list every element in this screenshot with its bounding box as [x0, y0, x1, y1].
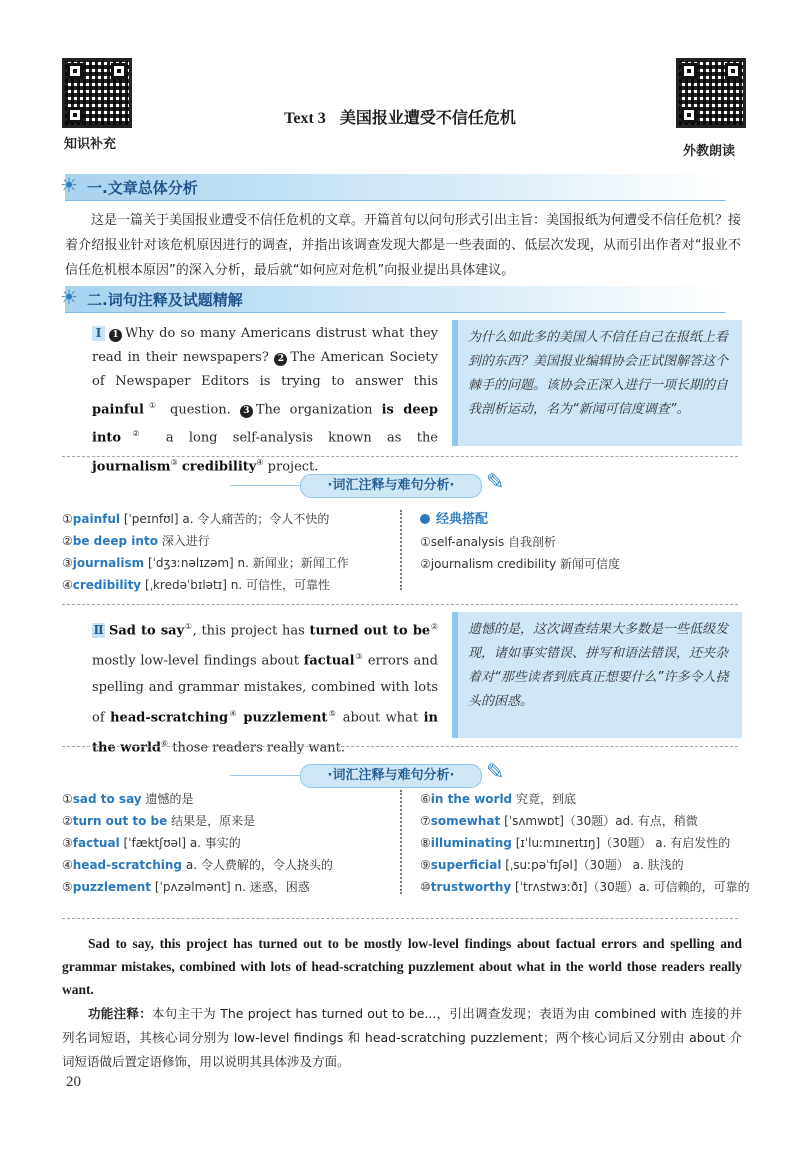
pen-icon: ✎: [486, 470, 505, 495]
vocab-word: sad to say: [72, 792, 142, 806]
vocab-banner-1: ·词汇注释与难句分析·: [300, 474, 482, 498]
annotation-ref: ①: [143, 401, 161, 410]
vocab-def: [ˈtrʌstwɜːðɪ]（30题）a. 可信赖的，可靠的: [515, 880, 750, 894]
analysis-sentence: Sad to say, this project has turned out to be mostly low-level findings about factual errors and spelling and grammar mistakes, combined with lots of head-scratching puzzlement about what in the world those readers really want.: [62, 936, 742, 997]
lightbulb-icon: ☀: [60, 285, 78, 309]
vocab-num: ⑨: [420, 858, 431, 872]
overview-paragraph: 这是一篇关于美国报业遭受不信任危机的文章。开篇首句以问句形式引出主旨：美国报纸为何遭受不信任危机？接着介绍报业针对该危机原因进行的调查，并指出该调查发现大都是一些表面的、低层次发现，从而引出作者对“报业不信任危机根本原因”的深入分析，最后就“如何应对危机”向报业提出具体建议。: [65, 213, 742, 278]
annotation-ref: ③: [170, 457, 178, 467]
vocab-word: be deep into: [72, 534, 158, 548]
vocab-list-2-left: [62, 788, 392, 898]
sentence-text: about what: [342, 709, 419, 725]
vocab-word: journalism: [72, 556, 145, 570]
vocab-num: ⑩: [420, 880, 431, 894]
sentence-text: Why do so many Americans distrust what they read in their newspapers?: [92, 326, 438, 365]
key-word: is deep into: [92, 402, 439, 446]
vocab-def: [ˈfæktʃʊəl] a. 事实的: [123, 836, 241, 850]
annotation-ref: ③: [354, 652, 364, 662]
translation-box-2: 遗憾的是，这次调查结果大多数是一些低级发现，诸如事实错误、拼写和语法错误，还夹杂着对“那些读者到底真正想要什么”许多令人挠头的困惑。: [452, 612, 742, 738]
vocab-def: [ˌkredəˈbɪlətɪ] n. 可信性，可靠性: [144, 578, 330, 592]
sentence-text: a long self-analysis known as the: [165, 430, 439, 446]
function-note: [62, 1002, 742, 1074]
vocab-item: [420, 788, 750, 810]
vocab-item: [62, 832, 392, 854]
vocab-item: [420, 854, 750, 876]
vocab-num: ①: [62, 792, 73, 806]
key-word: turned out to be: [309, 623, 431, 639]
annotation-ref: ④: [228, 708, 238, 718]
collocation-item: ①self-analysis 自我剖析: [420, 535, 557, 549]
vocab-item: [62, 854, 392, 876]
vocab-word: trustworthy: [430, 880, 512, 894]
key-word: Sad to say: [109, 623, 185, 639]
vocab-item: [420, 876, 750, 898]
vocab-def: [ˈsʌmwɒt]（30题）ad. 有点，稍微: [504, 814, 698, 828]
annotation-ref: ④: [256, 457, 264, 467]
divider: [62, 918, 738, 919]
divider: [62, 456, 738, 457]
key-word: painful: [92, 402, 144, 418]
vocab-item: [62, 552, 392, 574]
vocab-num: ②: [62, 814, 73, 828]
section-heading-label: 二.词句注释及试题精解: [87, 291, 243, 309]
classic-title: 经典搭配: [436, 512, 489, 527]
vocab-list-1: [62, 508, 392, 596]
vocab-def: [ˈpeɪnfʊl] a. 令人痛苦的；令人不快的: [123, 512, 330, 526]
divider: [230, 775, 300, 776]
vocab-def: 深入进行: [161, 534, 210, 548]
vocab-num: ⑦: [420, 814, 431, 828]
vocab-word: turn out to be: [72, 814, 168, 828]
reading-qr-label: 外教朗读: [683, 144, 736, 159]
vocab-banner-2: ·词汇注释与难句分析·: [300, 764, 482, 788]
vocab-word: head-scratching: [72, 858, 183, 872]
classic-collocations: [420, 508, 740, 575]
vocab-num: ⑥: [420, 792, 431, 806]
page-title: [0, 105, 800, 128]
sentence-marker-2: 2: [274, 353, 287, 366]
vocab-word: somewhat: [430, 814, 501, 828]
vocab-word: superficial: [430, 858, 502, 872]
vocab-item: [62, 574, 392, 596]
annotation-ref: ⑤: [327, 708, 338, 718]
vocab-word: credibility: [72, 578, 142, 592]
chain-divider: [400, 790, 412, 894]
sentence-text: project.: [267, 458, 319, 474]
vocab-word: factual: [72, 836, 120, 850]
vocab-def: [ˈdʒɜːnəlɪzəm] n. 新闻业；新闻工作: [147, 556, 349, 570]
divider: [62, 746, 738, 747]
bullet-dot-icon: [420, 514, 430, 524]
sentence-text: , this project has: [192, 623, 305, 639]
vocab-def: [ˈpʌzəlmənt] n. 迷惑，困惑: [154, 880, 310, 894]
key-word: credibility: [181, 458, 257, 474]
vocab-list-2-right: [420, 788, 750, 898]
divider: [230, 485, 300, 486]
vocab-item: [62, 530, 392, 552]
sentence-text: question.: [170, 402, 231, 418]
vocab-num: ①: [62, 512, 73, 526]
annotation-ref: ⑥: [161, 738, 169, 748]
annotation-ref: ②: [121, 429, 151, 439]
sentence-marker-1: 1: [109, 329, 122, 342]
vocab-word: in the world: [430, 792, 513, 806]
text-title: 美国报业遭受不信任危机: [339, 108, 516, 127]
vocab-item: [62, 810, 392, 832]
vocab-def: 结果是，原来是: [171, 814, 256, 828]
pen-icon: ✎: [486, 760, 505, 785]
key-word: in the world: [92, 709, 438, 756]
vocab-item: [62, 876, 392, 898]
vocab-def: [ˌsuːpəˈfɪʃəl]（30题） a. 肤浅的: [505, 858, 684, 872]
vocab-item: [420, 832, 750, 854]
knowledge-qr-label: 知识补充: [64, 137, 117, 152]
sentence-marker-3: 3: [240, 405, 253, 418]
vocab-def: [ɪˈluːmɪneɪtɪŋ]（30题） a. 有启发性的: [515, 836, 731, 850]
function-note-label: 功能注释：: [88, 1006, 152, 1021]
sentence-text: The American Society of Newspaper Editors is trying to answer this: [92, 350, 438, 389]
key-word: factual: [303, 653, 355, 669]
key-word: puzzlement: [243, 709, 328, 725]
vocab-num: ③: [62, 556, 73, 570]
section-heading-overview: [60, 173, 725, 201]
vocab-num: ②: [62, 534, 73, 548]
divider: [62, 604, 738, 605]
vocab-num: ④: [62, 578, 73, 592]
vocab-item: [420, 810, 750, 832]
page-number: 20: [66, 1074, 81, 1090]
lightbulb-icon: ☀: [60, 173, 78, 197]
sentence-text: errors and spelling and grammar mistakes, combined with lots of: [92, 653, 439, 725]
vocab-num: ⑤: [62, 880, 73, 894]
annotation-ref: ②: [430, 622, 438, 631]
text-number: Text 3: [284, 110, 326, 127]
vocab-num: ③: [62, 836, 73, 850]
section-heading-annotations: [60, 285, 725, 313]
sentence-text: mostly low-level findings about: [92, 653, 299, 669]
vocab-num: ④: [62, 858, 73, 872]
collocation-item: ②journalism credibility 新闻可信度: [420, 557, 620, 571]
vocab-item: [62, 508, 392, 530]
vocab-def: 遗憾的是: [145, 792, 194, 806]
key-word: head-scratching: [110, 709, 229, 725]
roman-numeral: Ⅱ: [93, 623, 104, 638]
annotation-ref: ①: [184, 622, 193, 631]
vocab-def: a. 令人费解的，令人挠头的: [185, 858, 333, 872]
vocab-item: [62, 788, 392, 810]
sentence-text: those readers really want.: [172, 740, 345, 756]
vocab-def: 究竟，到底: [515, 792, 576, 806]
function-note-text: 本句主干为 The project has turned out to be...，引出调查发现；表语为由 combined with 连接的并列名词短语，其核心词分别为 low-level findings 和 head-scratching puzzlement；两个核心词后又分别由 about 介词短语做后置定语修饰，用以说明其具体涉及方面。: [62, 1006, 742, 1069]
sentence-text: The organization: [255, 402, 373, 418]
translation-box-1: 为什么如此多的美国人不信任自己在报纸上看到的东西？美国报业编辑协会正试图解答这个棘手的问题。该协会正深入进行一项长期的自我剖析运动，名为“新闻可信度调查”。: [452, 320, 742, 446]
vocab-word: illuminating: [430, 836, 512, 850]
chain-divider: [400, 510, 412, 590]
section-heading-label: 一.文章总体分析: [87, 179, 198, 197]
key-word: journalism: [92, 458, 171, 474]
vocab-word: painful: [72, 512, 120, 526]
vocab-word: puzzlement: [72, 880, 152, 894]
vocab-num: ⑧: [420, 836, 431, 850]
roman-numeral: Ⅰ: [92, 326, 105, 341]
passage-paragraph-2: [92, 614, 438, 761]
